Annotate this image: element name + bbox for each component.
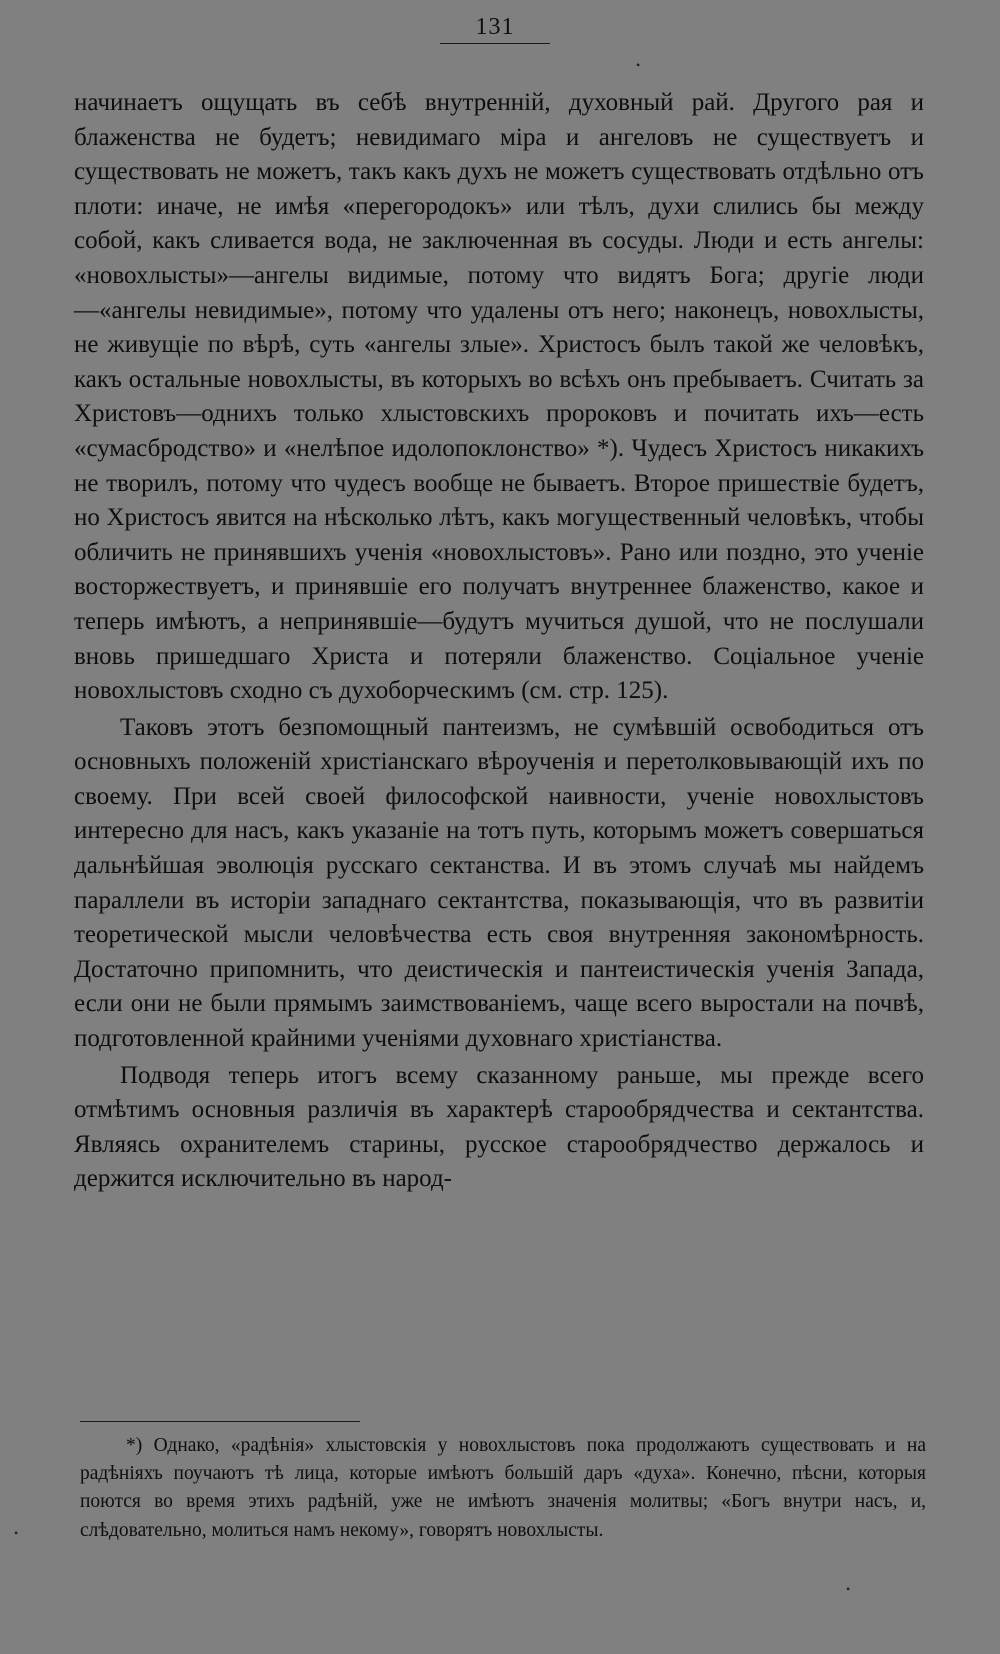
paragraph-3: Подводя теперь итогъ всему сказанному раньше, мы прежде всего отмѣтимъ основныя различія въ характерѣ старообрядчества и сектантства. Являясь охранителемъ старины, русское старообрядчество держалось и держится исключительно въ народ- [74, 1061, 924, 1193]
footnote: *) Однако, «радѣнія» хлыстовскія у новохлыстовъ пока продолжаютъ существовать и на радѣніяхъ поучаютъ тѣ лица, которые имѣютъ большій даръ «духа». Конечно, пѣсни, которыя поются во время этихъ радѣній, уже не имѣютъ значенія молитвы; «Богъ внутри насъ, и, слѣдовательно, молиться намъ некому», говорятъ новохлысты. [80, 1435, 926, 1541]
footnote-divider [80, 1421, 360, 1422]
print-speck: • [636, 58, 641, 72]
print-speck: • [14, 1526, 19, 1540]
print-speck: • [846, 1582, 851, 1596]
paragraph-1: начинаетъ ощущать въ себѣ внутренній, духовный рай. Другого рая и блаженства не будетъ; невидимаго міра и ангеловъ не существуетъ и существовать не можетъ, такъ какъ духъ не можетъ существовать отдѣльно отъ плоти: иначе, не имѣя «перегородокъ» или тѣлъ, духи слились бы между собой, какъ сливается вода, не заключенная въ сосуды. Люди и есть ангелы: «новохлысты»—ангелы видимые, потому что видятъ Бога; другіе люди—«ангелы невидимые», потому что удалены отъ него; наконецъ, новохлысты, не живущіе по вѣрѣ, суть «ангелы злые». Христосъ былъ такой же человѣкъ, какъ остальные новохлысты, въ которыхъ во всѣхъ онъ пребываетъ. Считать за Христовъ—однихъ только хлыстовскихъ пророковъ и почитать ихъ—есть «сумасбродство» и «нелѣпое идолопоклонство» *). Чудесъ Христосъ никакихъ не творилъ, потому что чудесъ вообще не бываетъ. Второе пришествіе будетъ, но Христосъ явится на нѣсколько лѣтъ, какъ могущественный человѣкъ, чтобы обличить не принявшихъ ученія «новохлыстовъ». Рано или поздно, это ученіе восторжествуетъ, и принявшіе его получатъ внутреннее блаженство, какое и теперь имѣютъ, а непринявшіе—будутъ мучиться душой, что не послушали вновь пришедшаго Христа и потеряли блаженство. Соціальное ученіе новохлыстовъ сходно съ духоборческимъ (см. стр. 125). [74, 89, 924, 705]
main-text [74, 86, 924, 1197]
page-number: 131 [440, 14, 550, 44]
paragraph-2: Таковъ этотъ безпомощный пантеизмъ, не сумѣвшій освободиться отъ основныхъ положеній христіанскаго вѣроученія и перетолковывающій ихъ по своему. При всей своей философской наивности, ученіе новохлыстовъ интересно для насъ, какъ указаніе на тотъ путь, которымъ можетъ совершаться дальнѣйшая эволюція русскаго сектанства. И въ этомъ случаѣ мы найдемъ параллели въ исторіи западнаго сектантства, показывающія, что въ развитіи теоретической мысли человѣчества есть своя внутренняя закономѣрность. Достаточно припомнить, что деистическія и пантеистическія ученія Запада, если они не были прямымъ заимствованіемъ, чаще всего выростали на почвѣ, подготовленной крайними ученіями духовнаго христіанства. [74, 713, 924, 1053]
